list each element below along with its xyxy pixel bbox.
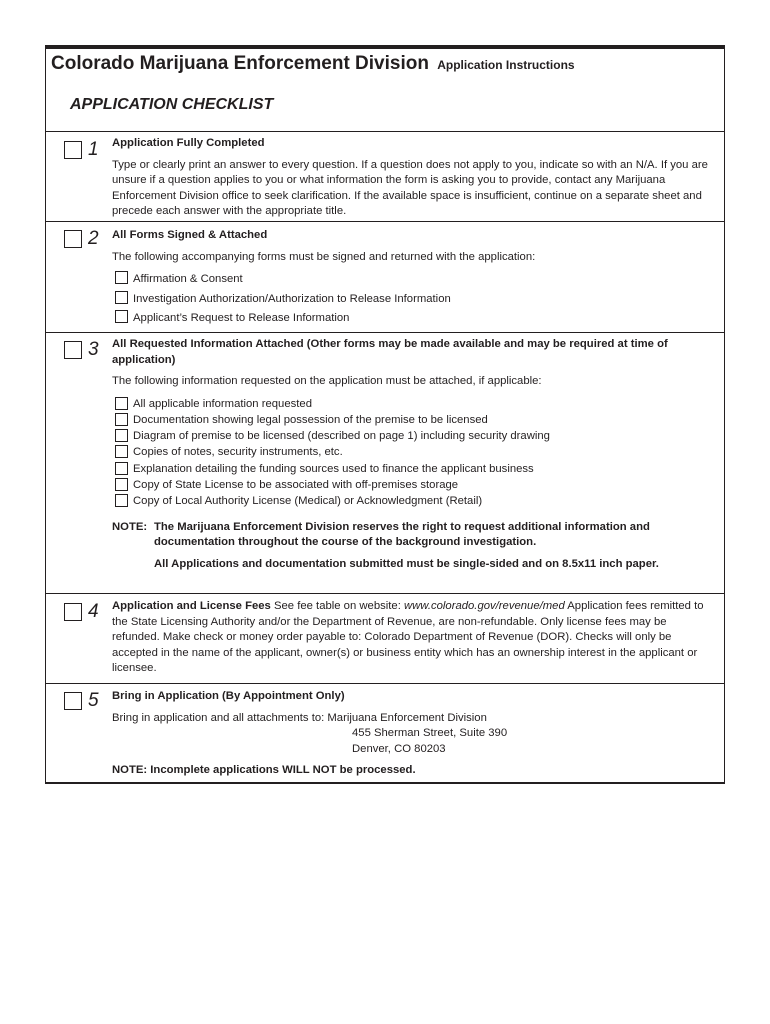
attachment-item-label: Copy of State License to be associated with off-premises storage [133, 478, 459, 491]
section-5-note: NOTE: Incomplete applications WILL NOT be processed. [112, 764, 416, 776]
section-3-note [112, 520, 710, 573]
section-1-body: Type or clearly print an answer to every question. If a question does not apply to you, indicate so with an N/A. If you are unsure if a question applies to you or what information the form is asking you to provide, contact any Marijuana Enforcement Division office to seek clarification. If the available space is insufficient, continue on a separate sheet and precede each answer with the appropriate title. [112, 158, 708, 217]
attachment-item-label: Diagram of premise to be licensed (described on page 1) including security drawing [133, 430, 550, 443]
section-5 [46, 684, 724, 782]
agency-name: Colorado Marijuana Enforcement Division [51, 53, 429, 74]
section-2-heading: All Forms Signed & Attached [112, 229, 268, 241]
attachment-item-label: Explanation detailing the funding sources used to finance the applicant business [133, 462, 534, 475]
attachment-item [112, 396, 710, 412]
section-2-content [112, 228, 710, 329]
page-title [51, 53, 575, 75]
section-3-number: 3 [88, 339, 99, 360]
section-4-heading: Application and License Fees [112, 600, 271, 612]
attachment-item-label: Copies of notes, security instruments, etc. [133, 446, 343, 459]
section-2-number: 2 [88, 228, 99, 249]
attachment-item-checkbox[interactable] [115, 413, 128, 426]
section-3-content [112, 337, 710, 572]
note-label: NOTE: [112, 520, 148, 533]
section-4-number: 4 [88, 601, 99, 622]
attachment-item [112, 444, 710, 460]
form-item-label: Investigation Authorization/Authorization to Release Information [133, 292, 451, 305]
section-1-heading: Application Fully Completed [112, 137, 265, 149]
form-item [112, 290, 710, 310]
attachment-item [112, 412, 710, 428]
section-2-checkbox[interactable] [64, 230, 82, 248]
section-5-heading: Bring in Application (By Appointment Only) [112, 690, 345, 702]
section-5-body: Bring in application and all attachments to: Marijuana Enforcement Division [112, 711, 487, 724]
checklist-title: APPLICATION CHECKLIST [70, 96, 274, 113]
attachment-item [112, 477, 710, 493]
section-2-intro: The following accompanying forms must be signed and returned with the application: [112, 250, 536, 263]
form-item-checkbox[interactable] [115, 291, 128, 304]
section-2 [46, 222, 724, 333]
attachment-item [112, 428, 710, 444]
form-item-label: Applicant’s Request to Release Information [133, 312, 350, 324]
section-4-body [112, 599, 710, 677]
attachment-item-label: Documentation showing legal possession of the premise to be licensed [133, 413, 488, 426]
attachment-item-checkbox[interactable] [115, 445, 128, 458]
application-checklist-form [45, 45, 725, 784]
section-3 [46, 333, 724, 594]
section-5-content [112, 689, 710, 779]
section-2-form-list [112, 270, 710, 329]
website-link[interactable]: www.colorado.gov/revenue/med [403, 600, 565, 612]
section-3-attachment-list [112, 396, 710, 510]
address-line-3: Denver, CO 80203 [352, 742, 446, 755]
attachment-item-checkbox[interactable] [115, 397, 128, 410]
attachment-item-checkbox[interactable] [115, 462, 128, 475]
section-4-content [112, 599, 710, 677]
section-4-body-post: Application fees remitted to the State Licensing Authority and/or the Department of Revenue, are non-refundable. Only license fees may be refunded. Make check or money order payable to: Colorado Department of Revenue (DOR). Checks will only be accepted in the name of the applicant, owner(s) or business entity which has an ownership interest in the applicant or licensee. [112, 600, 704, 674]
attachment-item [112, 493, 710, 509]
section-3-heading: All Requested Information Attached (Other forms may be made available and may be required at time of application) [112, 338, 668, 366]
section-4 [46, 594, 724, 684]
attachment-item-checkbox[interactable] [115, 478, 128, 491]
section-5-number: 5 [88, 690, 99, 711]
section-1-number: 1 [88, 139, 99, 160]
attachment-item-label: All applicable information requested [133, 397, 312, 410]
section-1-content [112, 136, 710, 220]
attachment-item-checkbox[interactable] [115, 429, 128, 442]
form-item [112, 309, 710, 329]
section-5-checkbox[interactable] [64, 692, 82, 710]
form-item [112, 270, 710, 290]
section-4-body-pre: See fee table on website: [273, 600, 404, 612]
section-3-intro: The following information requested on the application must be attached, if applicable: [112, 375, 542, 387]
attachment-item [112, 461, 710, 477]
attachment-item-checkbox[interactable] [115, 494, 128, 507]
form-header [46, 49, 724, 132]
section-4-checkbox[interactable] [64, 603, 82, 621]
section-3-checkbox[interactable] [64, 341, 82, 359]
note-text-paper: All Applications and documentation submitted must be single-sided and on 8.5x11 inch paper. [154, 557, 659, 570]
note-text: The Marijuana Enforcement Division reserves the right to request additional information and documentation throughout the course of the background investigation. [154, 520, 650, 549]
form-item-checkbox[interactable] [115, 310, 128, 323]
attachment-item-label: Copy of Local Authority License (Medical) or Acknowledgment (Retail) [133, 495, 483, 508]
section-1 [46, 132, 724, 222]
form-item-checkbox[interactable] [115, 271, 128, 284]
address-line-2: 455 Sherman Street, Suite 390 [352, 727, 508, 739]
form-item-label: Affirmation & Consent [133, 273, 243, 285]
section-1-checkbox[interactable] [64, 141, 82, 159]
page-subtitle: Application Instructions [437, 58, 575, 72]
